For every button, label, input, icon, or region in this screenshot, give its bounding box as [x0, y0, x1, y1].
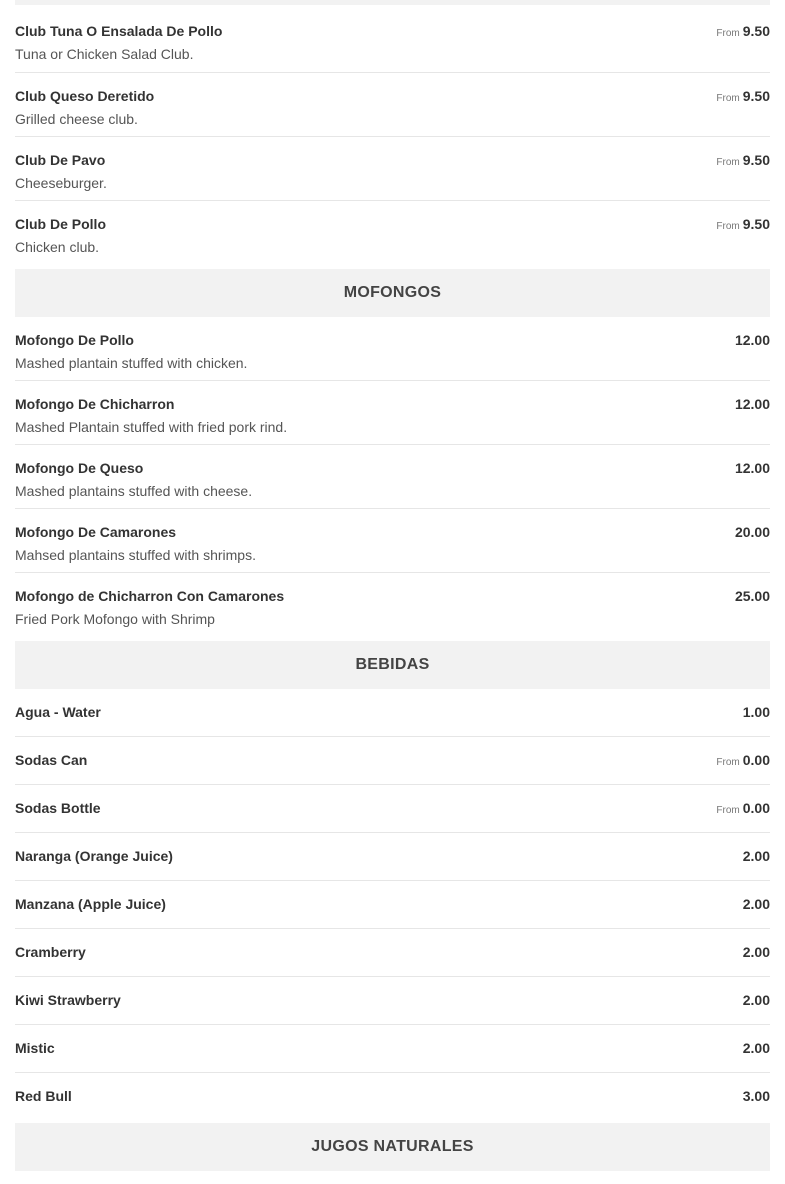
- menu-item-name: Club Tuna O Ensalada De Pollo: [15, 23, 223, 39]
- menu-item-club-pavo[interactable]: [15, 137, 770, 201]
- menu-item-name: Mofongo de Chicharron Con Camarones: [15, 588, 285, 604]
- menu-item-name: Club Queso Deretido: [15, 88, 155, 104]
- menu-item-sodas-can[interactable]: [15, 737, 770, 785]
- menu-item-price: From 0.00: [716, 800, 770, 816]
- menu-item-sodas-bottle[interactable]: [15, 785, 770, 833]
- price-prefix: From: [716, 757, 740, 768]
- menu-item-club-queso[interactable]: [15, 73, 770, 137]
- menu-item-price: 12.00: [734, 332, 770, 348]
- menu-item-name: Mofongo De Camarones: [15, 524, 177, 540]
- section-header-jugos-naturales: JUGOS NATURALES: [15, 1123, 770, 1171]
- menu-item-price: From 9.50: [716, 152, 770, 168]
- menu-item-price: 2.00: [742, 1040, 770, 1056]
- menu-item-price: From 9.50: [716, 23, 770, 39]
- menu-item-description: Mashed plantains stuffed with cheese.: [15, 483, 253, 499]
- menu-item-name: Red Bull: [15, 1088, 72, 1104]
- menu-item-name: Agua - Water: [15, 704, 101, 720]
- menu-item-club-tuna[interactable]: [15, 5, 770, 73]
- menu-item-name: Sodas Bottle: [15, 800, 101, 816]
- price-prefix: From: [716, 93, 740, 104]
- menu-item-price: 2.00: [742, 848, 770, 864]
- menu-item-price: 3.00: [742, 1088, 770, 1104]
- menu-item-mofongo-pollo[interactable]: [15, 317, 770, 381]
- menu-item-name: Club De Pavo: [15, 152, 106, 168]
- menu-item-kiwi-strawberry[interactable]: [15, 977, 770, 1025]
- menu-item-agua[interactable]: [15, 689, 770, 737]
- menu-item-name: Mofongo De Pollo: [15, 332, 134, 348]
- menu-item-mofongo-chicharron[interactable]: [15, 381, 770, 445]
- menu-item-description: Grilled cheese club.: [15, 111, 138, 127]
- menu-item-price: 12.00: [734, 396, 770, 412]
- menu-item-manzana[interactable]: [15, 881, 770, 929]
- menu-item-description: Fried Pork Mofongo with Shrimp: [15, 611, 215, 627]
- menu-item-mistic[interactable]: [15, 1025, 770, 1073]
- menu-item-cramberry[interactable]: [15, 929, 770, 977]
- menu-item-name: Manzana (Apple Juice): [15, 896, 166, 912]
- menu-item-description: Mashed plantain stuffed with chicken.: [15, 355, 248, 371]
- menu-item-price: 2.00: [742, 992, 770, 1008]
- price-prefix: From: [716, 28, 740, 39]
- menu-item-description: Chicken club.: [15, 239, 100, 255]
- menu-item-mofongo-camarones[interactable]: [15, 509, 770, 573]
- menu-item-name: Naranga (Orange Juice): [15, 848, 173, 864]
- menu-item-price: 20.00: [734, 524, 770, 540]
- price-prefix: From: [716, 805, 740, 816]
- price-prefix: From: [716, 221, 740, 232]
- menu-item-name: Mofongo De Chicharron: [15, 396, 175, 412]
- menu-item-mofongo-chicharron-camarones[interactable]: [15, 573, 770, 637]
- menu-item-red-bull[interactable]: [15, 1073, 770, 1121]
- menu-item-price: From 9.50: [716, 88, 770, 104]
- section-header-bebidas: BEBIDAS: [15, 641, 770, 689]
- section-header-mofongos: MOFONGOS: [15, 269, 770, 317]
- price-prefix: From: [716, 157, 740, 168]
- menu-item-price: 2.00: [742, 944, 770, 960]
- menu-item-price: 12.00: [734, 460, 770, 476]
- menu-item-mofongo-queso[interactable]: [15, 445, 770, 509]
- menu-item-name: Club De Pollo: [15, 216, 106, 232]
- menu-item-price: 25.00: [734, 588, 770, 604]
- menu-item-price: 2.00: [742, 896, 770, 912]
- menu-item-description: Mashed Plantain stuffed with fried pork rind.: [15, 419, 288, 435]
- menu-item-name: Mofongo De Queso: [15, 460, 144, 476]
- menu-item-description: Mahsed plantains stuffed with shrimps.: [15, 547, 256, 563]
- menu-item-naranga[interactable]: [15, 833, 770, 881]
- menu-item-club-pollo[interactable]: [15, 201, 770, 265]
- menu-item-description: Cheeseburger.: [15, 175, 107, 191]
- menu-item-price: 1.00: [742, 704, 770, 720]
- menu-item-name: Kiwi Strawberry: [15, 992, 121, 1008]
- menu-item-name: Mistic: [15, 1040, 55, 1056]
- menu-item-name: Cramberry: [15, 944, 86, 960]
- menu-item-price: From 0.00: [716, 752, 770, 768]
- menu-item-price: From 9.50: [716, 216, 770, 232]
- menu-list: [15, 0, 770, 1171]
- menu-item-description: Tuna or Chicken Salad Club.: [15, 46, 194, 62]
- menu-item-name: Sodas Can: [15, 752, 88, 768]
